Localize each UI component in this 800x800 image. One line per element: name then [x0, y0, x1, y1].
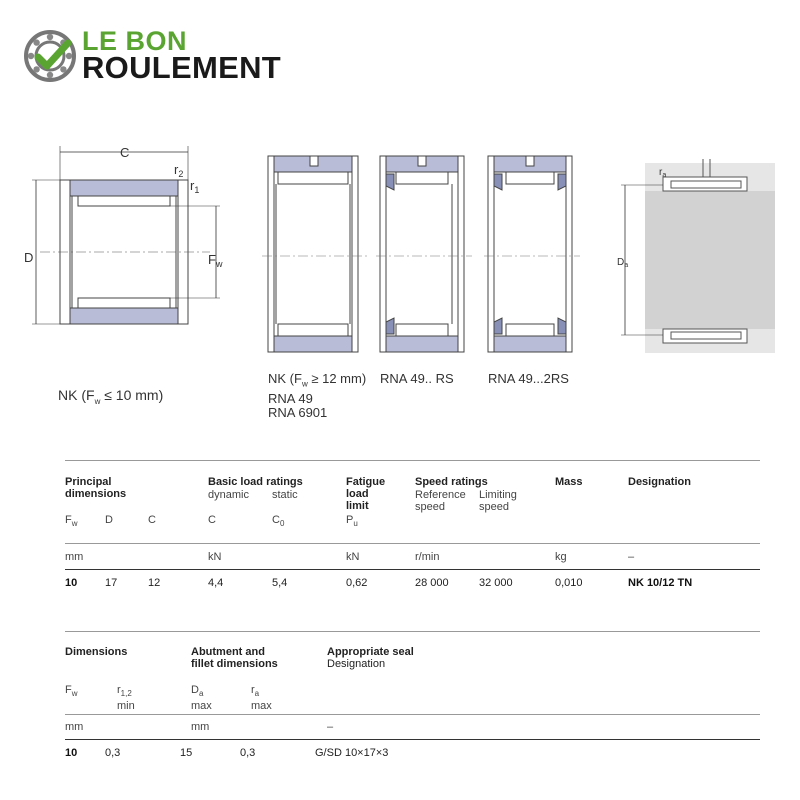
t1-row-dyn: 4,4 — [208, 577, 224, 589]
t2-row-fw: 10 — [65, 747, 78, 759]
t2-row-seal: G/SD 10×17×3 — [315, 747, 389, 759]
nk-bearing-drawing — [20, 140, 240, 340]
t1-lim-speed-header: Limiting speed — [479, 489, 517, 513]
bearing-logo-icon — [24, 30, 76, 82]
t1-row-ref: 28 000 — [415, 577, 449, 589]
t1-sym-dyn-c: C — [208, 514, 216, 526]
t1-row-stat: 5,4 — [272, 577, 288, 589]
caption-rna49-2rs: RNA 49...2RS — [488, 371, 569, 386]
t2-sym-da: $D_a$ max — [191, 684, 212, 713]
logo-text-line2: ROULEMENT — [82, 50, 282, 85]
t2-seal-header: Appropriate seal Designation — [327, 646, 414, 670]
t1-designation-header: Designation — [628, 476, 691, 488]
t1-basic-header: Basic load ratings — [208, 476, 303, 488]
t1-sym-c: C — [148, 514, 156, 526]
caption-rna49-rs: RNA 49.. RS — [380, 371, 454, 386]
t1-principal-header: Principal dimensions — [65, 476, 127, 500]
t1-mass-header: Mass — [555, 476, 583, 488]
caption-nk-rna49-rna6901: NK ($F_w \ge 12$ mm) RNA 49 RNA 6901 — [268, 371, 367, 420]
dim-c-label: C — [120, 145, 130, 160]
t2-unit-dash: – — [327, 721, 334, 733]
table2-header-rule — [65, 739, 760, 740]
t2-sym-fw: $F_w$ — [65, 684, 78, 699]
t2-dimensions-header: Dimensions — [65, 646, 128, 658]
caption-nk: NK ($F_w \le 10$ mm) — [58, 387, 164, 406]
dim-r2-label: $r_2$ — [174, 162, 184, 179]
t1-sym-c0: $C_0$ — [272, 514, 285, 529]
rna49-2rs-bearing-drawing — [484, 150, 580, 362]
dim-da-label: $D_a$ — [617, 257, 629, 269]
table1-top-rule — [65, 460, 760, 461]
t1-unit-kn: kN — [208, 551, 222, 563]
t1-sym-pu: $P_u$ — [346, 514, 358, 529]
t2-unit-mm-2: mm — [191, 721, 210, 733]
t2-row-r12: 0,3 — [105, 747, 121, 759]
table1-header-rule — [65, 569, 760, 570]
rna49-bearing-drawing — [262, 150, 368, 362]
t2-row-ra: 0,3 — [240, 747, 256, 759]
logo-text-line1: LE BON — [82, 26, 188, 56]
rna49-rs-bearing-drawing — [376, 150, 472, 362]
t1-unit-dash: – — [628, 551, 635, 563]
dim-r1-label: $r_1$ — [190, 178, 200, 195]
t1-speed-header: Speed ratings — [415, 476, 488, 488]
t1-fatigue-header: Fatigue load limit — [346, 476, 386, 512]
t1-row-designation: NK 10/12 TN — [628, 577, 693, 589]
table1-mid-rule — [65, 543, 760, 544]
t2-unit-mm: mm — [65, 721, 84, 733]
dim-ra-label: $r_a$ — [659, 167, 667, 179]
t1-row-mass: 0,010 — [555, 577, 583, 589]
abutment-drawing — [615, 155, 775, 355]
t2-sym-r12: $r_{1,2}$ min — [117, 684, 135, 713]
t1-unit-rmin: r/min — [415, 551, 440, 563]
dim-fw-label: $F_w$ — [208, 252, 223, 269]
t1-row-c: 12 — [148, 577, 161, 589]
t1-unit-mm: mm — [65, 551, 84, 563]
t1-ref-speed-header: Reference speed — [415, 489, 466, 513]
t1-sym-d: D — [105, 514, 113, 526]
t1-row-d: 17 — [105, 577, 118, 589]
t1-sym-fw: $F_w$ — [65, 514, 78, 529]
t2-row-da: 15 — [180, 747, 193, 759]
t2-abutment-header: Abutment and fillet dimensions — [191, 646, 278, 670]
table2-mid-rule — [65, 714, 760, 715]
t1-row-fw: 10 — [65, 577, 78, 589]
t2-sym-ra: $r_a$ max — [251, 684, 272, 713]
dim-d-label: D — [24, 250, 34, 265]
t1-dynamic-header: dynamic — [208, 489, 249, 501]
t1-unit-kn-2: kN — [346, 551, 360, 563]
t1-unit-kg: kg — [555, 551, 567, 563]
table2-top-rule — [65, 631, 760, 632]
t1-row-pu: 0,62 — [346, 577, 368, 589]
t1-static-header: static — [272, 489, 298, 501]
t1-row-lim: 32 000 — [479, 577, 513, 589]
